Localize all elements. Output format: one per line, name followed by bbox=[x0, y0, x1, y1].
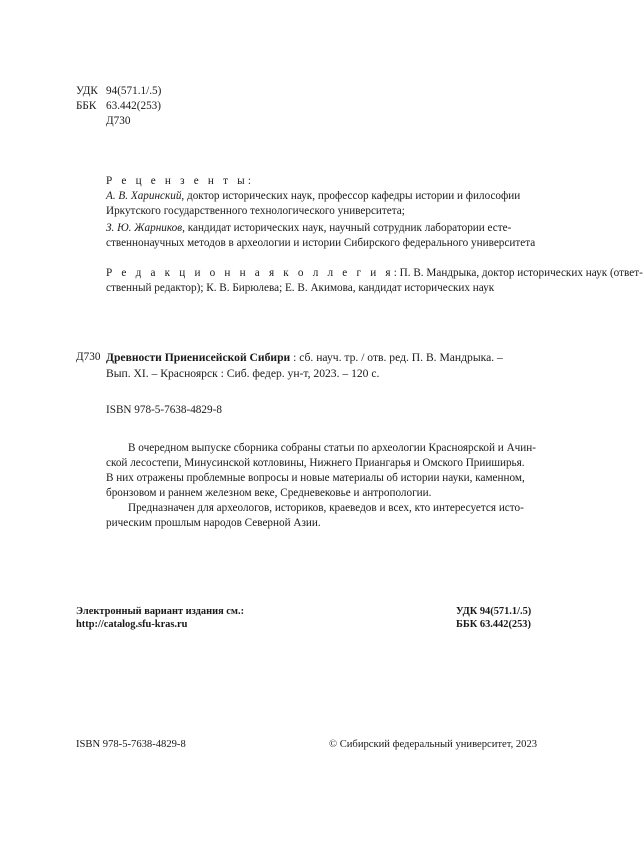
reviewers-heading: Р е ц е н з е н т ы: bbox=[106, 175, 255, 187]
electronic-version bbox=[76, 605, 244, 631]
editorial-board-heading: Р е д а к ц и о н н а я к о л л е г и я bbox=[106, 267, 394, 279]
classification-block bbox=[76, 84, 161, 129]
reviewer-2 bbox=[106, 221, 526, 236]
book-title: Древности Приенисейской Сибири bbox=[106, 351, 291, 364]
annotation-p1-l3: В них отражены проблемные вопросы и новые материалы об истории науки, каменном, bbox=[106, 472, 525, 484]
footer-isbn: ISBN 978-5-7638-4829-8 bbox=[76, 739, 186, 750]
reviewer-1-text: , доктор исторических наук, профессор кафедры истории и философии bbox=[181, 190, 521, 202]
catalog-line1-rest: : сб. науч. тр. / отв. ред. П. В. Мандрыка. – bbox=[290, 351, 503, 364]
reviewer-2-name: З. Ю. Жарников bbox=[106, 222, 183, 234]
udk-value: 94(571.1/.5) bbox=[106, 85, 162, 97]
author-sign-row bbox=[76, 114, 161, 129]
reviewer-1-name: А. В. Харинский bbox=[106, 190, 182, 202]
reviewer-2-text: , кандидат исторических наук, научный сотрудник лаборатории есте- bbox=[182, 222, 512, 234]
footer-copyright: © Сибирский федеральный университет, 2023 bbox=[329, 739, 538, 750]
annotation-p2-l1: Предназначен для археологов, историков, краеведов и всех, кто интересуется исто- bbox=[128, 502, 524, 514]
catalog-line2: Вып. XI. – Красноярск : Сиб. федер. ун-т, 2023. – 120 с. bbox=[106, 367, 380, 380]
catalog-sign: Д730 bbox=[76, 351, 101, 363]
reviewer-1 bbox=[106, 189, 526, 204]
udk-row bbox=[76, 84, 161, 99]
electronic-bbk: ББК 63.442(253) bbox=[456, 619, 531, 630]
bbk-value: 63.442(253) bbox=[106, 100, 161, 112]
annotation bbox=[106, 441, 536, 531]
catalog-isbn: ISBN 978-5-7638-4829-8 bbox=[106, 404, 222, 416]
electronic-udk: УДК 94(571.1/.5) bbox=[456, 606, 532, 617]
electronic-label: Электронный вариант издания см.: bbox=[76, 606, 245, 617]
bbk-row bbox=[76, 99, 161, 114]
annotation-p2-l2: рическим прошлым народов Северной Азии. bbox=[106, 517, 321, 529]
catalog-entry bbox=[106, 350, 526, 418]
catalog-line1 bbox=[106, 350, 526, 365]
annotation-p1-l4: бронзовом и раннем железном веке, Средневековье и антропологии. bbox=[106, 487, 432, 499]
udk-label: УДК bbox=[76, 85, 98, 97]
editorial-board-line1 bbox=[106, 266, 643, 281]
electronic-classification bbox=[456, 605, 531, 631]
reviewers-block bbox=[106, 174, 536, 251]
editorial-board-line2: ственный редактор); К. В. Бирюлева; Е. В. Акимова, кандидат исторических наук bbox=[106, 282, 495, 294]
editorial-board-text: : П. В. Мандрыка, доктор исторических наук (ответ- bbox=[393, 267, 643, 279]
reviewer-1-line2: Иркутского государственного технологического университета; bbox=[106, 205, 405, 217]
annotation-p1-l2: ской лесостепи, Минусинской котловины, Нижнего Приангарья и Омского Прииширья. bbox=[106, 457, 525, 469]
editorial-board bbox=[106, 266, 643, 296]
catalog-url[interactable]: http://catalog.sfu-kras.ru bbox=[76, 619, 188, 630]
author-sign: Д730 bbox=[106, 115, 131, 127]
reviewer-2-line2: ственнонаучных методов в археологии и истории Сибирского федерального университета bbox=[106, 237, 536, 249]
annotation-p1-l1: В очередном выпуске сборника собраны статьи по археологии Красноярской и Ачин- bbox=[128, 442, 536, 454]
bbk-label: ББК bbox=[76, 100, 97, 112]
